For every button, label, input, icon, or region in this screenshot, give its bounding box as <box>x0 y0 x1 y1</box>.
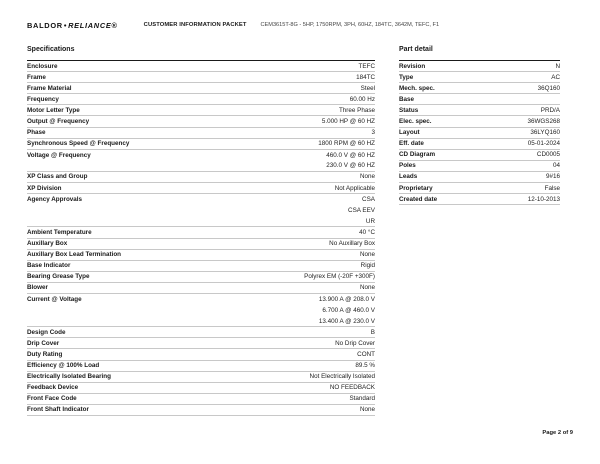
row-value: 12-10-2013 <box>527 195 560 203</box>
row-value: 05-01-2024 <box>527 140 560 148</box>
row-label: Agency Approvals <box>27 196 83 204</box>
table-row <box>27 372 375 383</box>
table-row <box>399 150 560 161</box>
table-row <box>27 405 375 416</box>
row-label: Poles <box>399 162 416 170</box>
table-row <box>27 239 375 250</box>
table-row <box>399 94 560 105</box>
document-header <box>27 19 577 31</box>
row-value: 184TC <box>356 73 375 81</box>
table-row <box>27 316 375 327</box>
row-value: 60.00 Hz <box>349 95 375 103</box>
row-label: Auxillary Box Lead Termination <box>27 251 122 259</box>
row-label: XP Class and Group <box>27 173 88 181</box>
row-label: Front Face Code <box>27 395 77 403</box>
table-row <box>27 116 375 127</box>
row-label: Base <box>399 95 415 103</box>
table-row <box>399 83 560 94</box>
row-value: 230.0 V @ 60 HZ <box>326 162 375 170</box>
table-row <box>399 194 560 205</box>
table-row <box>27 227 375 238</box>
row-value: N <box>555 62 560 70</box>
logo-baldor-text: BALDOR <box>27 20 63 30</box>
table-row <box>399 116 560 127</box>
page-number: Page 2 of 9 <box>542 430 573 436</box>
row-value: 13.400 A @ 230.0 V <box>318 317 375 325</box>
row-label: Type <box>399 73 414 81</box>
row-label: Motor Letter Type <box>27 106 80 114</box>
table-row <box>27 305 375 316</box>
row-label: Eff. date <box>399 140 424 148</box>
table-row <box>27 94 375 105</box>
row-label: XP Division <box>27 184 62 192</box>
row-value: CD0005 <box>536 151 560 159</box>
table-row <box>399 72 560 83</box>
logo-separator: • <box>63 20 68 30</box>
row-label: Design Code <box>27 328 66 336</box>
row-value: None <box>359 406 375 414</box>
table-row <box>27 272 375 283</box>
row-value: 13.900 A @ 208.0 V <box>318 296 375 304</box>
row-label: Frame <box>27 73 46 81</box>
specifications-table <box>27 60 375 416</box>
row-label: Frequency <box>27 95 59 103</box>
row-label: Mech. spec. <box>399 84 435 92</box>
row-value: 460.0 V @ 60 HZ <box>326 151 375 159</box>
row-label: Synchronous Speed @ Frequency <box>27 140 130 148</box>
row-label: Bearing Grease Type <box>27 273 90 281</box>
row-value: Not Electrically Isolated <box>309 373 375 381</box>
table-row <box>27 72 375 83</box>
row-value: None <box>359 284 375 292</box>
row-label: Duty Rating <box>27 350 63 358</box>
part-detail-table <box>399 60 560 205</box>
table-row <box>27 250 375 261</box>
row-value: 40 °C <box>359 228 375 236</box>
row-value: CSA EEV <box>348 207 375 215</box>
table-row <box>27 283 375 294</box>
row-label: Voltage @ Frequency <box>27 151 91 159</box>
table-row <box>27 183 375 194</box>
table-row <box>27 194 375 205</box>
table-row <box>27 294 375 305</box>
row-value: Polyrex EM (-20F +300F) <box>304 273 375 281</box>
row-value: 36LYQ160 <box>530 129 560 137</box>
table-row <box>27 261 375 272</box>
row-value: No Auxillary Box <box>329 240 375 248</box>
logo-reliance-text: RELIANCE <box>68 20 112 30</box>
row-label: Proprietary <box>399 184 433 192</box>
row-label: Drip Cover <box>27 339 60 347</box>
row-value: Three Phase <box>338 106 375 114</box>
table-row <box>27 150 375 161</box>
row-label: Current @ Voltage <box>27 296 82 304</box>
table-row <box>399 161 560 172</box>
table-row <box>27 83 375 94</box>
row-value: 04 <box>552 162 560 170</box>
row-value: Rigid <box>360 262 375 270</box>
row-value: 6.700 A @ 460.0 V <box>322 307 375 315</box>
table-row <box>27 338 375 349</box>
row-label: Blower <box>27 284 48 292</box>
row-label: Leads <box>399 173 418 181</box>
row-value: CONT <box>357 350 375 358</box>
row-label: Front Shaft Indicator <box>27 406 89 414</box>
row-value: No Drip Cover <box>335 339 375 347</box>
row-label: Status <box>399 106 419 114</box>
row-value: Steel <box>360 84 375 92</box>
row-label: Output @ Frequency <box>27 118 90 126</box>
table-row <box>27 349 375 360</box>
table-row <box>399 128 560 139</box>
specifications-title: Specifications <box>27 46 75 53</box>
row-label: Phase <box>27 129 46 137</box>
row-label: Frame Material <box>27 84 72 92</box>
row-value: TEFC <box>358 62 375 70</box>
table-row <box>27 327 375 338</box>
table-row <box>27 128 375 139</box>
row-value: 9#16 <box>545 173 560 181</box>
row-value: 36Q160 <box>537 84 560 92</box>
row-value: 1800 RPM @ 60 HZ <box>318 140 375 148</box>
row-label: Enclosure <box>27 62 58 70</box>
table-row <box>27 61 375 72</box>
row-value: 5.000 HP @ 60 HZ <box>321 118 375 126</box>
table-row <box>27 161 375 172</box>
row-value: None <box>359 173 375 181</box>
row-label: Ambient Temperature <box>27 228 92 236</box>
row-value: B <box>370 328 375 336</box>
table-row <box>399 139 560 150</box>
table-row <box>399 183 560 194</box>
row-value: 3 <box>371 129 375 137</box>
document-subtitle: CEM3615T-8G - 5HP, 1750RPM, 3PH, 60HZ, 184TC, 3642M, TEFC, F1 <box>260 22 440 28</box>
part-detail-title: Part detail <box>399 46 433 53</box>
row-value: None <box>359 251 375 259</box>
table-row <box>27 394 375 405</box>
row-value: UR <box>365 217 375 225</box>
row-label: Revision <box>399 62 426 70</box>
table-row <box>399 105 560 116</box>
table-row <box>27 216 375 227</box>
logo-mark: ® <box>111 20 118 30</box>
document-title: CUSTOMER INFORMATION PACKET <box>143 22 247 28</box>
row-label: Auxillary Box <box>27 240 68 248</box>
row-value: 36WGS268 <box>527 118 560 126</box>
row-label: Feedback Device <box>27 384 79 392</box>
row-value: False <box>544 184 560 192</box>
table-row <box>27 383 375 394</box>
table-row <box>399 172 560 183</box>
row-value: 89.5 % <box>355 362 375 370</box>
row-label: CD Diagram <box>399 151 436 159</box>
row-label: Base Indicator <box>27 262 71 270</box>
table-row <box>27 361 375 372</box>
row-label: Elec. spec. <box>399 118 432 126</box>
row-value: Standard <box>349 395 375 403</box>
row-value: PRD/A <box>540 106 560 114</box>
table-row <box>27 139 375 150</box>
table-row <box>27 205 375 216</box>
row-label: Efficiency @ 100% Load <box>27 362 100 370</box>
table-row <box>27 172 375 183</box>
row-value: CSA <box>362 196 375 204</box>
row-value: Not Applicable <box>334 184 375 192</box>
row-label: Electrically Isolated Bearing <box>27 373 111 381</box>
row-value: AC <box>551 73 560 81</box>
row-value: NO FEEDBACK <box>329 384 375 392</box>
row-label: Created date <box>399 195 438 203</box>
baldor-reliance-logo <box>27 21 118 30</box>
table-row <box>399 61 560 72</box>
row-label: Layout <box>399 129 420 137</box>
table-row <box>27 105 375 116</box>
